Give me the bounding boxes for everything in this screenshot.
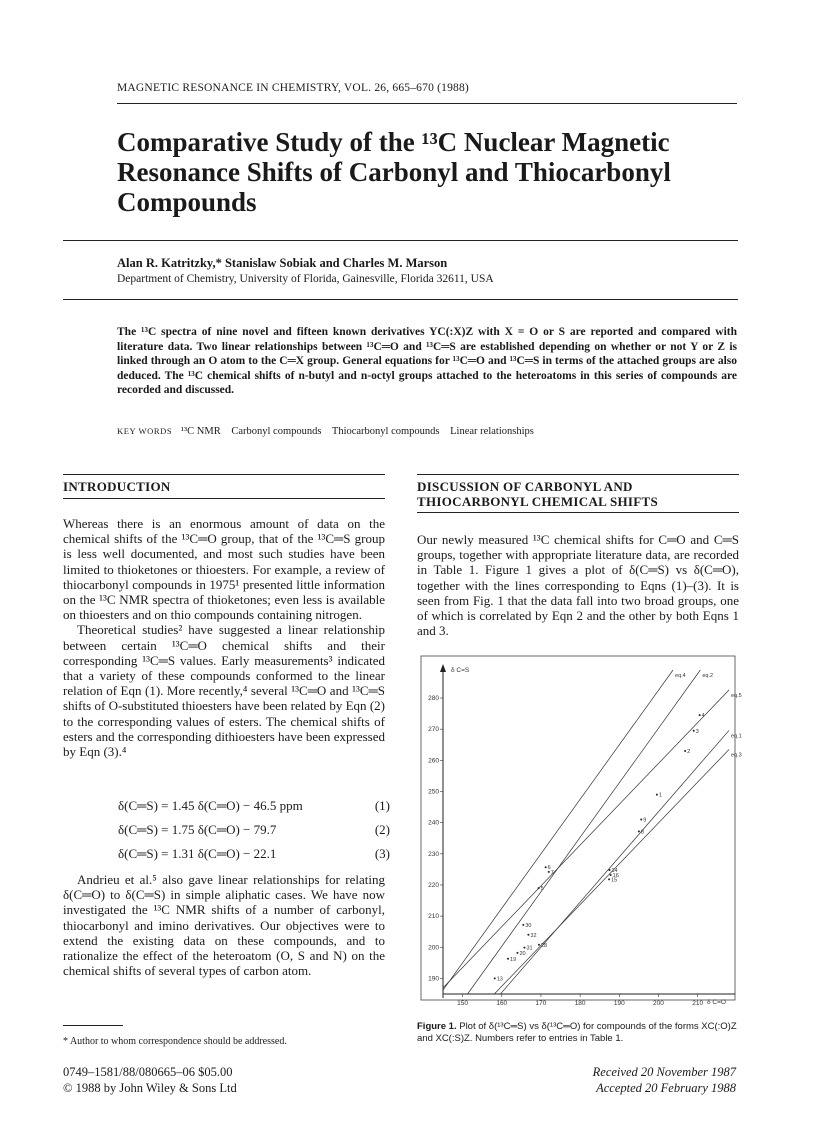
x-tick-label: 210 — [692, 1000, 704, 1007]
data-point — [527, 934, 529, 936]
data-point — [609, 869, 611, 871]
figure-1-chart — [417, 650, 742, 1016]
data-point — [538, 887, 540, 889]
equation-expression: δ(C═S) = 1.31 δ(C═O) − 22.1 — [118, 846, 277, 861]
x-tick-label: 190 — [613, 1000, 625, 1007]
abstract: The ¹³C spectra of nine novel and fifteen known derivatives YC(:X)Z with X = O or S are reported and compared with literature data. Two linear relationships between ¹³C═O and ¹³C═S are established depending on whether or not Y or Z is linked through an O atom to the C═X group. General equations for ¹³C═O and ¹³C═S in terms of the attached groups are also deduced. The ¹³C chemical shifts of n-butyl and n-octyl groups attached to the heteroatoms in this series of compounds are recorded and discussed. — [117, 326, 737, 396]
imprint — [63, 1064, 237, 1096]
y-tick-label: 200 — [428, 944, 439, 952]
article-title: Comparative Study of the ¹³C Nuclear Magnetic Resonance Shifts of Carbonyl and Thiocarbonyl Compounds — [117, 127, 671, 217]
regression-lines — [443, 670, 742, 994]
point-label: 30 — [525, 922, 532, 929]
y-tick-label: 280 — [428, 695, 439, 703]
point-label: 14 — [611, 868, 618, 875]
paragraph: Theoretical studies² have suggested a linear relationship between certain ¹³C═O chemical shifts and their corresponding ¹³C═S values. Early measurements³ indicated that a variety of these compounds conformed to the linear relation of Eqn (1). More recently,⁴ several ¹³C═O and ¹³C═S shifts of O-substituted thioesters have been related by Eqn (2) to the corresponding values of esters. The chemical shifts of esters and the corresponding dithioesters have been expressed by Eqn (3).⁴ — [63, 622, 385, 760]
affiliation: Department of Chemistry, University of Florida, Gainesville, Florida 32611, USA — [117, 273, 494, 285]
introduction-body — [63, 516, 385, 759]
line-label: eq.1 — [731, 733, 742, 740]
heading-line: THIOCARBONYL CHEMICAL SHIFTS — [417, 494, 659, 509]
line-label: eq.4 — [675, 673, 686, 679]
regression-line — [443, 670, 673, 990]
paragraph: Andrieu et al.⁵ also gave linear relationships for relating δ(C═O) to δ(C═S) in simple aliphatic cases. We have now investigated the ¹³C NMR shifts of a number of carbonyl, thiocarbonyl and imino derivatives. Our objectives were to extend the existing data on these compounds, and to rationalize the effect of the heteroatom (O, S and N) on the chemical shifts of several types of carbon atom. — [63, 872, 385, 979]
footnote-rule — [63, 1025, 123, 1026]
title-rule — [63, 240, 738, 241]
x-tick-label: 200 — [653, 1000, 664, 1007]
x-tick-label: 160 — [496, 1000, 508, 1007]
data-point — [638, 830, 640, 832]
point-label: 1 — [658, 792, 662, 799]
point-label: 16 — [612, 872, 619, 879]
y-axis-arrow-icon — [440, 664, 446, 672]
y-tick-label: 210 — [428, 913, 439, 921]
copyright-line: © 1988 by John Wiley & Sons Ltd — [63, 1081, 237, 1095]
paragraph: Whereas there is an enormous amount of data on the chemical shifts of the ¹³C═O group, that of the ¹³C═S group is less well documented, and most such studies have been limited to thioketones or thioesters. For example, a review of thiocarbonyl compounds in 1975¹ presented little information on the ¹³C NMR spectra of thioketones; even less is available on thioesters and on thio compounds containing nitrogen. — [63, 516, 385, 623]
point-label: 4 — [701, 713, 705, 720]
point-label: 20 — [519, 950, 526, 957]
data-point — [538, 944, 540, 946]
intro-top-rule — [63, 474, 385, 475]
heading-line: DISCUSSION OF CARBONYL AND — [417, 479, 633, 494]
x-tick-label: 180 — [574, 1000, 586, 1007]
figure-frame — [421, 656, 735, 1000]
x-axis-label: δ C=O — [707, 999, 726, 1006]
y-axis-label: δ C=S — [451, 667, 470, 674]
figure-caption — [417, 1021, 739, 1045]
keywords-label: KEY WORDS — [117, 426, 173, 436]
regression-line — [443, 690, 729, 988]
data-point — [693, 730, 695, 732]
point-label: 32 — [530, 932, 537, 939]
introduction-body-2 — [63, 872, 385, 978]
y-tick-label: 230 — [428, 850, 439, 858]
y-tick-label: 240 — [428, 819, 439, 827]
regression-line — [468, 670, 701, 994]
line-label: eq.2 — [702, 673, 714, 679]
keyword: Carbonyl compounds — [231, 426, 322, 437]
keyword: Thiocarbonyl compounds — [331, 426, 440, 437]
accepted-date: Accepted 20 February 1988 — [596, 1081, 736, 1095]
discussion-top-rule — [417, 474, 739, 475]
header-rule — [117, 103, 737, 104]
point-label: 2 — [687, 749, 691, 755]
data-point — [507, 958, 509, 960]
point-label: 6 — [547, 865, 551, 872]
x-tick-label: 170 — [535, 1000, 547, 1007]
data-point — [494, 977, 496, 979]
y-tick-label: 250 — [428, 788, 439, 796]
imprint-line: 0749–1581/88/080665–06 $05.00 — [63, 1065, 233, 1079]
keyword: Linear relationships — [450, 426, 534, 437]
author-rule — [63, 299, 738, 300]
line-label: eq.5 — [731, 693, 742, 700]
x-tick-label: 150 — [457, 1000, 469, 1007]
point-label: 13 — [496, 976, 503, 983]
line-label: eq.3 — [731, 752, 742, 759]
intro-bottom-rule — [63, 498, 385, 499]
data-point — [516, 952, 518, 954]
point-label: 28 — [540, 942, 548, 949]
equation-number: (1) — [374, 798, 390, 813]
data-point — [699, 714, 701, 716]
y-tick-label: 260 — [428, 757, 439, 765]
paragraph: Our newly measured ¹³C chemical shifts for C═O and C═S groups, together with appropriate literature data, are recorded in Table 1. Figure 1 gives a plot of δ(C═S) vs δ(C═O), together with the lines corresponding to Eqns (1)–(3). It is seen from Fig. 1 that the data fall into two broad groups, one of which is correlated by Eqn 2 and the other by both Eqns 1 and 3. — [417, 532, 739, 639]
footnote: * Author to whom correspondence should be addressed. — [63, 1036, 287, 1047]
data-point — [545, 866, 547, 868]
introduction-heading: INTRODUCTION — [63, 479, 171, 494]
running-head: MAGNETIC RESONANCE IN CHEMISTRY, VOL. 26, 665–670 (1988) — [117, 82, 469, 94]
point-label: 9 — [643, 817, 647, 824]
received-accepted-dates — [593, 1064, 736, 1096]
discussion-body — [417, 532, 739, 638]
received-date: Received 20 November 1987 — [592, 1065, 736, 1079]
point-label: 5 — [540, 886, 544, 893]
point-label: 8 — [640, 829, 644, 836]
point-label: 31 — [526, 945, 533, 952]
caption-text: Plot of δ(¹³C═S) vs δ(¹³C═O) for compounds of the forms XC(:O)Z and XC(:S)Z. Numbers refer to entries in Table 1. — [417, 1021, 737, 1044]
equation-expression: δ(C═S) = 1.75 δ(C═O) − 79.7 — [118, 822, 277, 837]
data-point — [684, 750, 686, 752]
data-point — [640, 819, 642, 821]
discussion-heading — [417, 479, 658, 509]
point-label: 15 — [611, 877, 618, 884]
point-label: 3 — [695, 728, 699, 735]
point-label: 7 — [550, 869, 554, 876]
caption-label: Figure 1. — [417, 1021, 457, 1032]
data-points — [494, 713, 705, 982]
y-tick-label: 270 — [428, 726, 439, 734]
data-point — [610, 874, 612, 876]
data-point — [608, 878, 610, 880]
data-point — [656, 794, 658, 796]
data-point — [548, 871, 550, 873]
data-point — [522, 924, 524, 926]
author-list: Alan R. Katritzky,* Stanislaw Sobiak and Charles M. Marson — [117, 256, 448, 270]
keywords — [117, 426, 542, 437]
discussion-bottom-rule — [417, 512, 739, 513]
data-point — [523, 947, 525, 949]
equation-number: (2) — [374, 822, 390, 837]
y-tick-label: 190 — [428, 975, 439, 983]
keyword: ¹³C NMR — [180, 426, 221, 437]
point-label: 19 — [510, 956, 517, 963]
equation-expression: δ(C═S) = 1.45 δ(C═O) − 46.5 ppm — [118, 798, 303, 813]
y-tick-label: 220 — [428, 881, 439, 889]
equation-number: (3) — [374, 846, 390, 861]
